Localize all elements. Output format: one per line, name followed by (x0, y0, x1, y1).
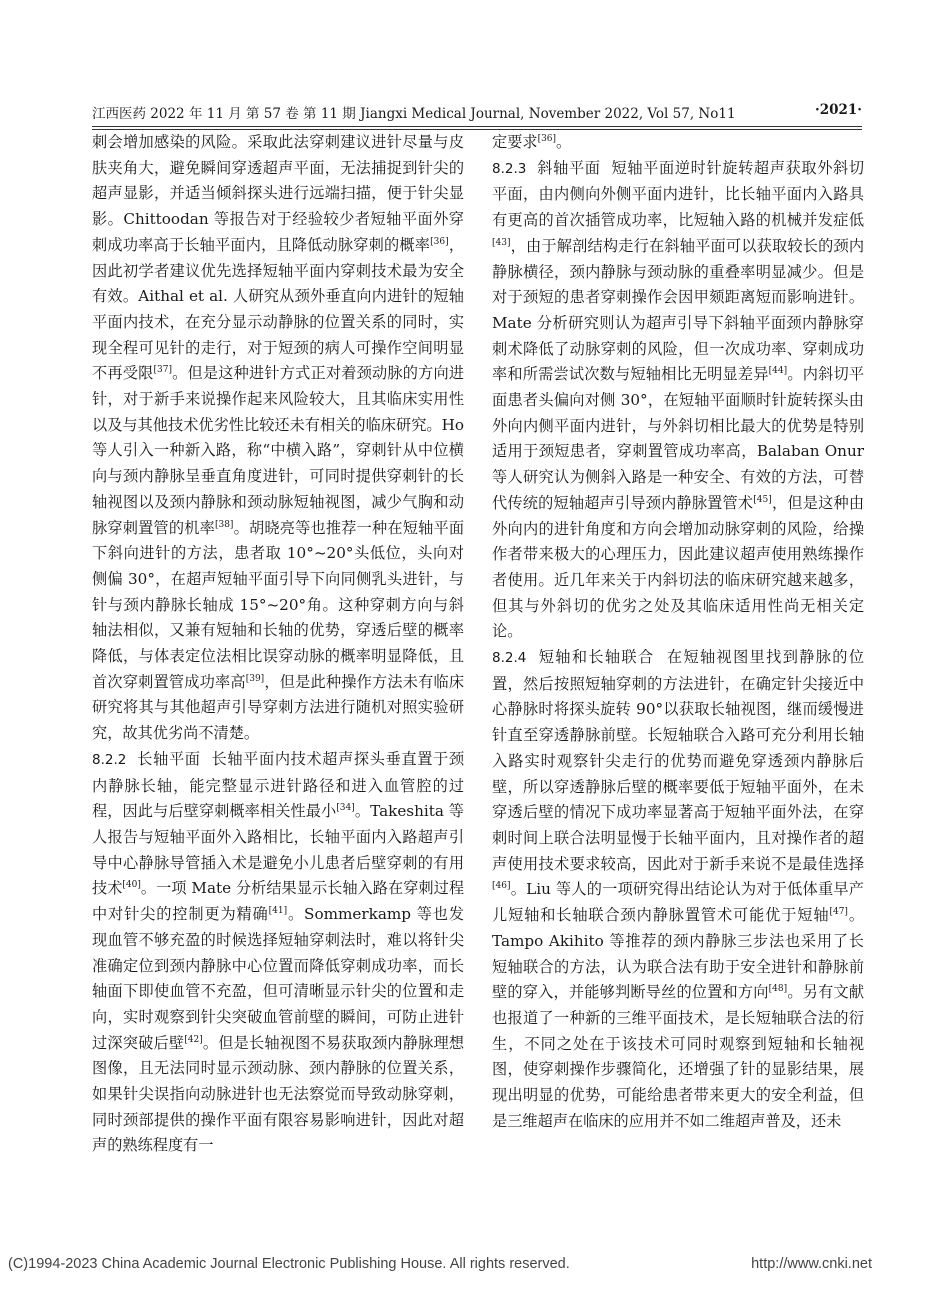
section-8-2-4: 8.2.4 短轴和长轴联合 在短轴视图里找到静脉的位置，然后按照短轴穿刺的方法进针，在确定针尖接近中心静脉时将探头旋转 90°以获取长轴视图，继而缓慢进针直至穿透静脉前壁。长短轴联合入路可充分利用长轴入路实时观察针尖走行的优势而避免穿透颈内静脉后壁，所以穿透静脉后壁的概率要低于短轴平面外，在未穿透后壁的情况下成功率显著高于短轴平面外法，在穿刺时间上联合法明显慢于长轴平面内，且对操作者的超声使用技术要求较高，因此对于新手来说不是最佳选择[46]。Liu 等人的一项研究得出结论认为对于低体重早产儿短轴和长轴联合颈内静脉置管术可能优于短轴[47]。Tampo Akihito 等推荐的颈内静脉三步法也采用了长短轴联合的方法，认为联合法有助于安全进针和静脉前壁的穿入，并能够判断导丝的位置和方向[48]。另有文献也报道了一种新的三维平面技术，是长短轴联合法的衍生，不同之处在于该技术可同时观察到短轴和长轴视图，使穿刺操作步骤简化，还增强了针的显影结果，展现出明显的优势，可能给患者带来更大的安全利益，但是三维超声在临床的应用并不如二维超声普及，还未 (492, 648, 865, 1130)
section-number: 8.2.4 (492, 650, 527, 667)
section-8-2-3: 8.2.3 斜轴平面 短轴平面逆时针旋转超声获取外斜切平面，由内侧向外侧平面内进针，比长轴平面内入路具有更高的首次插管成功率，比短轴入路的机械并发症低[43]，由于解剖结构走行在斜轴平面可以获取较长的颈内静脉横径，颈内静脉与颈动脉的重叠率明显减少。但是对于颈短的患者穿刺操作会因甲颏距离短而影响进针。Mate 分析研究则认为超声引导下斜轴平面颈内静脉穿刺术降低了动脉穿刺的风险，但一次成功率、穿刺成功率和所需尝试次数与短轴相比无明显差异[44]。内斜切平面患者头偏向对侧 30°，在短轴平面顺时针旋转探头由外向内侧平面内进针，与外斜切相比最大的优势是特别适用于颈短患者，穿刺置管成功率高，Balaban Onur 等人研究认为侧斜入路是一种安全、有效的方法，可替代传统的短轴超声引导颈内静脉置管术[45]，但是这种由外向内的进针角度和方向会增加动脉穿刺的风险，给操作者带来极大的心理压力，因此建议超声使用熟练操作者使用。近几年来关于内斜切法的临床研究越来越多，但其与外斜切的优劣之处及其临床适用性尚无相关定论。 (492, 158, 865, 641)
citation: [44] (768, 366, 788, 377)
right-column (492, 130, 864, 1134)
section-title: 长轴平面 (137, 749, 201, 768)
section-title: 短轴和长轴联合 (538, 648, 655, 667)
paragraph-continued: 定要求[36]。 (492, 133, 572, 151)
citation: [42] (184, 1034, 203, 1045)
citation: [34] (336, 803, 355, 814)
header-rule (92, 126, 862, 127)
citation: [36] (537, 133, 557, 144)
footer-link[interactable]: http://www.cnki.net (751, 1256, 872, 1272)
section-number: 8.2.2 (92, 751, 127, 768)
citation: [38] (214, 519, 234, 530)
left-column (92, 130, 464, 1159)
section-8-2-2: 8.2.2 长轴平面 长轴平面内技术超声探头垂直置于颈内静脉长轴，能完整显示进针路径和进入血管腔的过程，因此与后壁穿刺概率相关性最小[34]。Takeshita 等人报告与短轴平面外入路相比，长轴平面内入路超声引导中心静脉导管插入术是避免小儿患者后壁穿刺的有用技术[40]。一项 Mate 分析结果显示长轴入路在穿刺过程中对针尖的控制更为精确[41]。Sommerkamp 等也发现血管不够充盈的时候选择短轴穿刺法时，难以将针尖准确定位到颈内静脉中心位置而降低穿刺成功率，而长轴面下即使血管不充盈，但可清晰显示针尖的位置和走向，实时观察到针尖突破血管前壁的瞬间，可防止进针过深突破后壁[42]。但是长轴视图不易获取颈内静脉理想图像，且无法同时显示颈动脉、颈内静脉的位置关系，如果针尖误指向动脉进针也无法察觉而导致动脉穿刺，同时颈部提供的操作平面有限容易影响进针，因此对超声的熟练程度有一 (92, 749, 465, 1155)
citation: [45] (753, 494, 772, 505)
section-number: 8.2.3 (492, 160, 527, 177)
journal-info: 江西医药 2022 年 11 月 第 57 卷 第 11 期 Jiangxi Medical Journal, November 2022, Vol 57, No11 (92, 106, 736, 122)
citation: [41] (268, 906, 288, 917)
section-title: 斜轴平面 (537, 158, 601, 177)
running-header (92, 102, 862, 124)
citation: [39] (245, 673, 265, 684)
citation: [40] (122, 880, 141, 891)
citation: [43] (492, 237, 511, 248)
citation: [37] (153, 365, 172, 376)
paragraph-short-axis-continued: 刺会增加感染的风险。采取此法穿刺建议进针尽量与皮肤夹角大，避免瞬间穿透超声平面，无法捕捉到针尖的超声显影，并适当倾斜探头进行远端扫描，便于针尖显影。Chittoodan 等报告对于经验较少者短轴平面外穿刺成功率高于长轴平面内，且降低动脉穿刺的概率[36]，因此初学者建议优先选择短轴平面内穿刺技术最为安全有效。Aithal et al. 人研究从颈外垂直向内进针的短轴平面内技术，在充分显示动静脉的位置关系的同时，实现全程可见针的走行，对于短颈的病人可操作空间明显不再受限[37]。但是这种进针方式正对着颈动脉的方向进针，对于新手来说操作起来风险较大，且其临床实用性以及与其他技术优劣性比较还未有相关的临床研究。Ho 等人引入一种新入路，称“中横入路”，穿刺针从中位横向与颈内静脉呈垂直角度进针，可同时提供穿刺针的长轴视图以及颈内静脉和颈动脉短轴视图，减少气胸和动脉穿刺置管的机率[38]。胡晓亮等也推荐一种在短轴平面下斜向进针的方法，患者取 10°~20°头低位，头向对侧偏 30°，在超声短轴平面引导下向同侧乳头进针，与针与颈内静脉长轴成 15°~20°角。这种穿刺方向与斜轴法相似，又兼有短轴和长轴的优势，穿透后壁的概率降低，与体表定位法相比误穿动脉的概率明显降低，且首次穿刺置管成功率高[39]，但是此种操作方法未有临床研究将其与其他超声引导穿刺方法进行随机对照实验研究，故其优劣尚不清楚。 (92, 133, 465, 743)
copyright-notice: (C)1994-2023 China Academic Journal Electronic Publishing House. All rights reserved. (8, 1256, 570, 1272)
citation: [48] (768, 984, 788, 995)
page-number: ·2021· (815, 102, 862, 118)
citation: [46] (492, 881, 511, 892)
citation: [36] (430, 236, 449, 247)
citation: [47] (829, 907, 848, 918)
